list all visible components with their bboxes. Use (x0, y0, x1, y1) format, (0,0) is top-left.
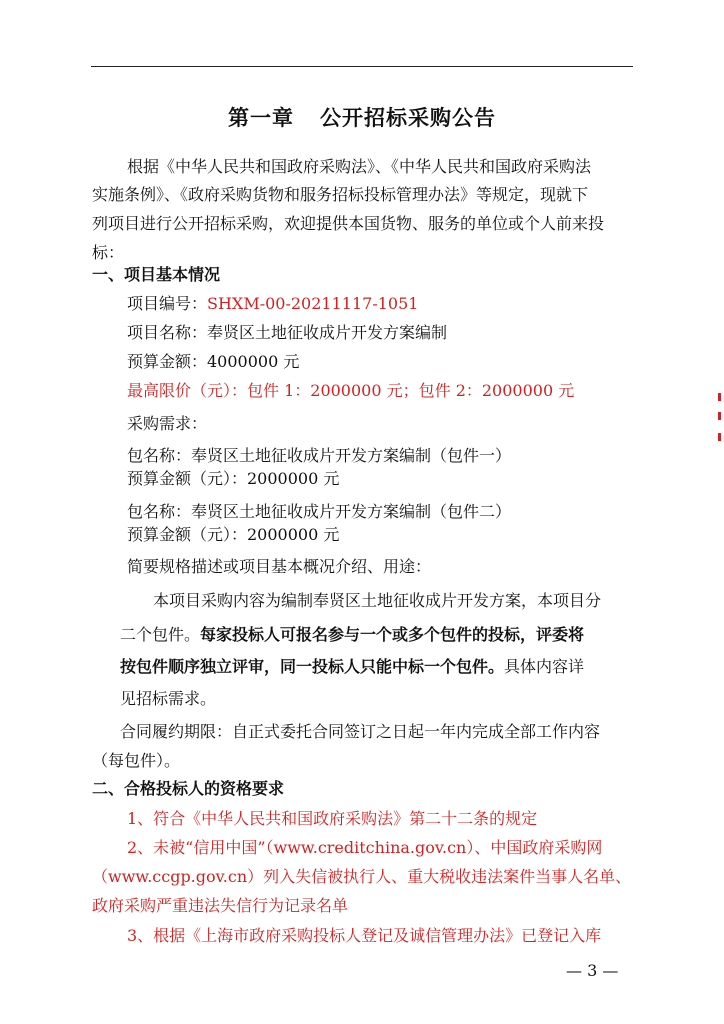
section-2-heading: 二、合格投标人的资格要求 (92, 779, 285, 798)
qualification-item-3: 3、根据《上海市政府采购投标人登记及诚信管理办法》已登记入库 (127, 926, 602, 945)
project-number (127, 293, 418, 315)
max-price: 最高限价（元）：包件 1：2000000 元；包件 2：2000000 元 (127, 381, 575, 400)
description-line-3-plain: 具体内容详 (504, 657, 585, 676)
description-line-2-bold: 每家投标人可报名参与一个或多个包件的投标，评委将 (200, 625, 585, 644)
description-line-2-plain: 二个包件。 (120, 625, 201, 644)
intro-line-3: 列项目进行公开招标采购，欢迎提供本国货物、服务的单位或个人前来投 (92, 214, 605, 233)
contract-line-1: 合同履约期限：自正式委托合同签订之日起一年内完成全部工作内容 (120, 722, 601, 741)
section-1-heading: 一、项目基本情况 (92, 265, 221, 284)
package-2-budget: 预算金额（元）：2000000 元 (127, 525, 340, 544)
description-label: 简要规格描述或项目基本概况介绍、用途： (127, 557, 432, 576)
description-line-2 (120, 624, 584, 646)
description-line-1: 本项目采购内容为编制奉贤区土地征收成片开发方案，本项目分 (153, 591, 602, 610)
package-1-budget: 预算金额（元）：2000000 元 (127, 469, 340, 488)
page-number: — 3 — (566, 961, 619, 980)
project-name: 项目名称：奉贤区土地征收成片开发方案编制 (127, 323, 448, 342)
edge-mark (718, 412, 721, 420)
project-number-label: 项目编号： (127, 294, 208, 313)
intro-line-2: 实施条例》、《政府采购货物和服务招标投标管理办法》等规定，现就下 (92, 185, 589, 204)
edge-mark (718, 433, 721, 441)
description-line-4: 见招标需求。 (120, 689, 217, 708)
description-line-3 (120, 656, 584, 678)
description-line-3-bold: 按包件顺序独立评审，同一投标人只能中标一个包件。 (120, 657, 505, 676)
contract-line-2: （每包件）。 (92, 751, 181, 770)
edge-mark (718, 393, 721, 401)
page-title (0, 102, 724, 132)
intro-line-4: 标： (92, 243, 125, 262)
package-2-name: 包名称：奉贤区土地征收成片开发方案编制（包件二） (127, 502, 512, 521)
project-budget: 预算金额：4000000 元 (127, 352, 300, 371)
package-1-name: 包名称：奉贤区土地征收成片开发方案编制（包件一） (127, 446, 512, 465)
intro-line-1: 根据《中华人民共和国政府采购法》、《中华人民共和国政府采购法 (127, 157, 592, 176)
qualification-item-2-line-1: 2、未被“信用中国”（www.creditchina.gov.cn）、中国政府采购网 (127, 838, 603, 857)
project-number-value: SHXM-00-20211117-1051 (207, 294, 419, 313)
chapter-label: 第一章 (228, 106, 294, 130)
qualification-item-2-line-3: 政府采购严重违法失信行为记录名单 (92, 896, 349, 915)
qualification-item-2-line-2: （www.ccgp.gov.cn）列入失信被执行人、重大税收违法案件当事人名单、 (92, 867, 632, 886)
chapter-title: 公开招标采购公告 (320, 106, 496, 130)
qualification-item-1: 1、符合《中华人民共和国政府采购法》第二十二条的规定 (127, 809, 538, 828)
header-rule (91, 66, 633, 67)
requirements-label: 采购需求： (127, 414, 208, 433)
